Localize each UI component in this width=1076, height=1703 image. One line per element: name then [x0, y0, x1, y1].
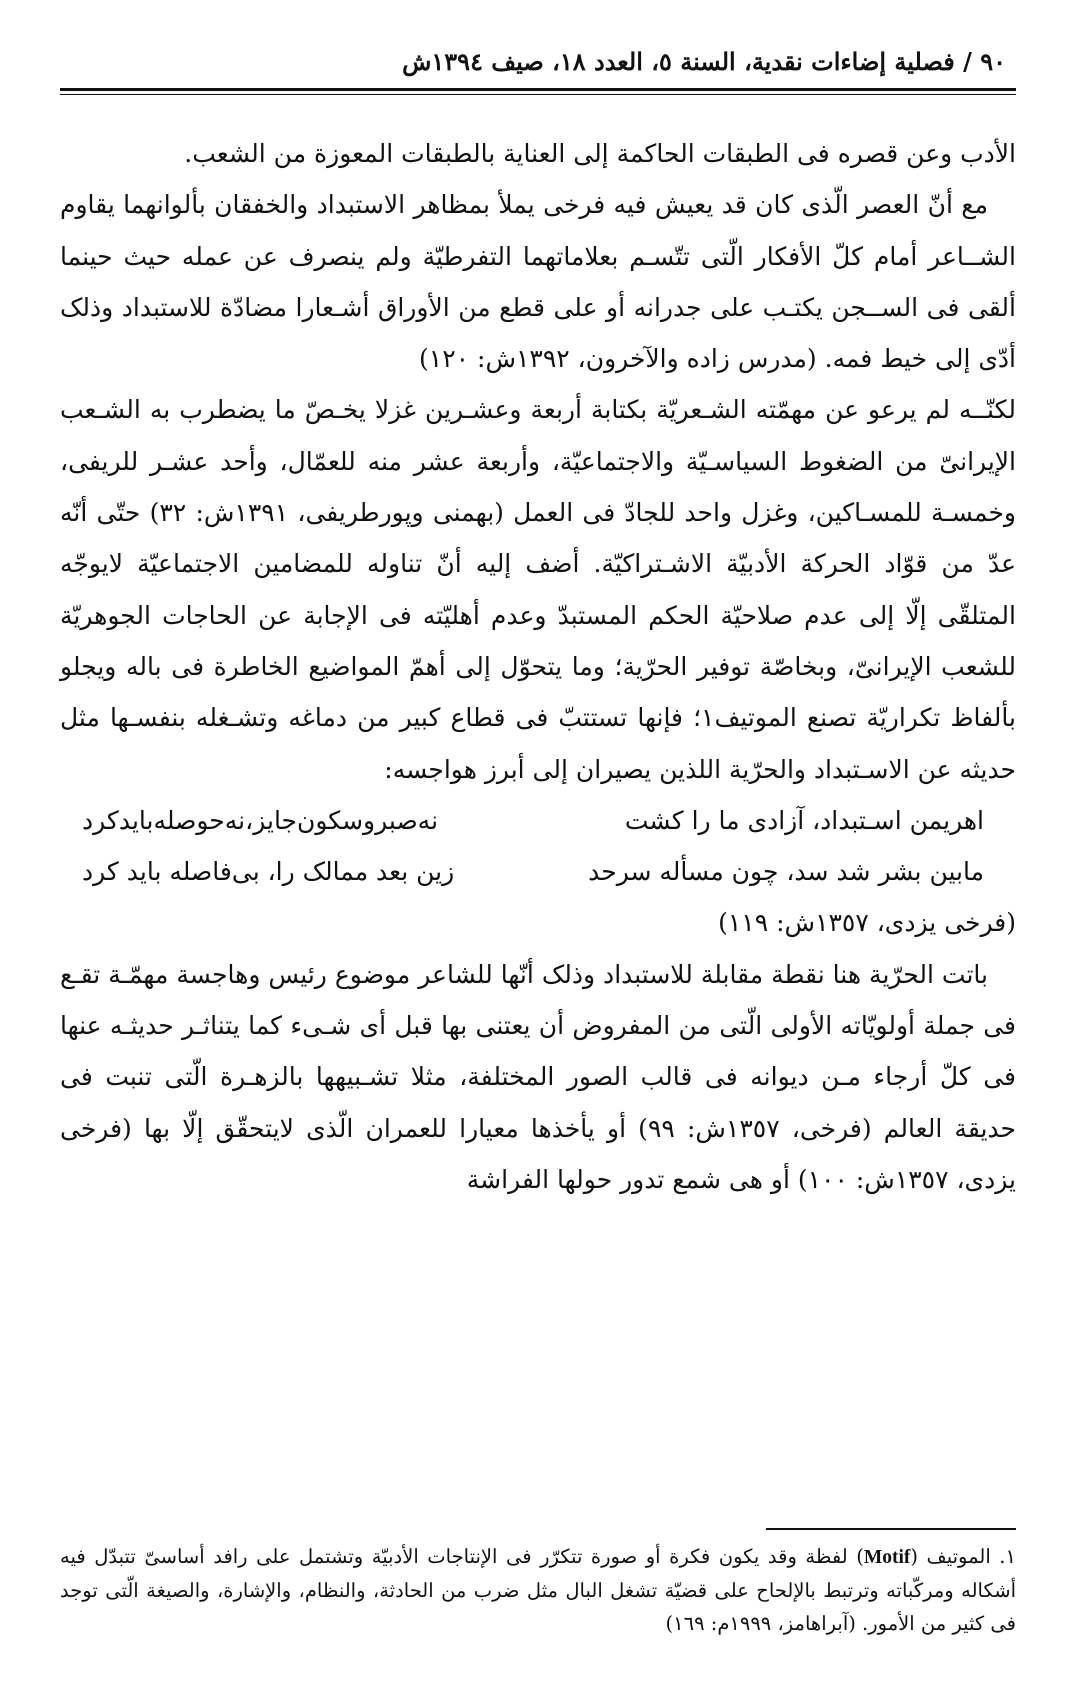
- body-text: [60, 128, 1016, 1205]
- paragraph-1: الأدب وعن قصره فى الطبقات الحاكمة إلى العناية بالطبقات المعوزة من الشعب.: [184, 139, 1016, 168]
- footnote-1-text: ) لفظة وقد يكون فكرة أو صورة تتكرّر فى الإنتاجات الأدبيّة وتشتمل على رافد أساسىّ تتبدّل فيه أشكاله ومركّباته وترتبط بالإلحاح على قضيّة تشغل البال مثل ضرب من الحادثة، والنظام، والإشارة، والصيغة الّتى توجد فى كثير من الأمور. (آبراهامز، ١٩٩٩م: ١٦٩): [60, 1545, 1016, 1635]
- poem-line-1: [60, 795, 1016, 846]
- header-rule-thin: [60, 94, 1016, 95]
- footnotes: [60, 1540, 1016, 1640]
- paragraph-2: مع أنّ العصر الّذى كان قد يعيش فيه فرخى يملأ بمظاهر الاستبداد والخفقان بألوانهما يقاوم الشــاعر أمام كلّ الأفكار الّتى تتّسـم بعلاماتهما التفرطيّة ولم ينصرف عن عمله حيث حينما ألقى فى الســجن يكتـب على جدرانه أو على قطع من الأوراق أشـعارا مضادّة للاستبداد وذلک أدّى إلى خيط فمه. (مدرس زاده والآخرون، ١٣٩٢ش: ١٢٠): [60, 190, 1016, 374]
- footnote-1-prefix: ١. الموتيف (: [910, 1545, 1016, 1568]
- poem-line-1-right: اهريمن اسـتبداد، آزادى ما را كشت: [624, 805, 984, 835]
- paragraph-3: لكنّــه لم يرعو عن مهمّته الشـعريّة بكتابة أربعة وعشـرين غزلا يخـصّ ما يضطرب به الشـعب الإيرانىّ من الضغوط السياسـيّة والاجتماعيّة، وأربعة عشر منه للعمّال، وأحد عشـر للريفى، وخمسـة للمسـاكين، وغزل واحد للجادّ فى العمل (بهمنى وپورطريفى، ١٣٩١ش: ٣٢) حتّى أنّه عدّ من قوّاد الحركة الأدبيّة الاشـتراكيّة. أضف إليه أنّ تناوله للمضامين الاجتماعيّة لايوجّه المتلقّى إلّا إلى عدم صلاحيّة الحكم المستبدّ وعدم أهليّته فى الإجابة عن الحاجات الجوهريّة للشعب الإيرانىّ، وبخاصّة توفير الحرّية؛ وما يتحوّل إلى أهمّ المواضيع الخاطرة فى باله ويجلو بألفاظ تكراريّة تصنع الموتيف١؛ فإنها تستتبّ فى قطاع كبير من دماغه وتشـغله بنفسـها مثل حديثه عن الاسـتبداد والحرّية اللذين يصيران إلى أبرز هواجسه:: [60, 395, 1017, 784]
- header-rule-thick: [60, 88, 1016, 91]
- paragraph-4: باتت الحرّية هنا نقطة مقابلة للاستبداد وذلک أنّها للشاعر موضوع رئيس وهاجسة مهمّـة تقـع فى جملة أولويّاته الأولى الّتى من المفروض أن يعتنى بها قبل أى شـىء كما يتناثـر حديثـه عنها فى كلّ أرجاء مـن ديوانه فى قالب الصور المختلفة، مثلا تشـبيهها بالزهـرة الّتى تنبت فى حديقة العالم (فرخى، ١٣٥٧ش: ٩٩) أو يأخذها معيارا للعمران الّذى لايتحقّق إلّا بها (فرخى يزدى، ١٣٥٧ش: ١٠٠) أو هى شمع تدور حولها الفراشة: [60, 959, 1017, 1194]
- footnote-rule: [766, 1528, 1016, 1530]
- poem-line-2-right: مابين بشر شد سد، چون مسأله سرحد: [588, 857, 984, 887]
- footnote-1-term: Motif: [863, 1547, 911, 1568]
- running-header: ٩٠ / فصلية إضاءات نقدية، السنة ٥، العدد ١٨، صيف ١٣٩٤ش: [402, 47, 1006, 76]
- footnote-1: [60, 1540, 1016, 1640]
- poem-line-1-left: نه‌صبروسكون‌جايز،نه‌حوصله‌بايدكرد: [82, 805, 439, 835]
- poem-line-2: [60, 846, 1016, 897]
- poem-citation: (فرخى يزدى، ١٣٥٧ش: ١١٩): [718, 908, 1016, 938]
- poem-line-2-left: زين بعد ممالک را، بى‌فاصله بايد كرد: [82, 857, 455, 887]
- poem: [60, 795, 1016, 949]
